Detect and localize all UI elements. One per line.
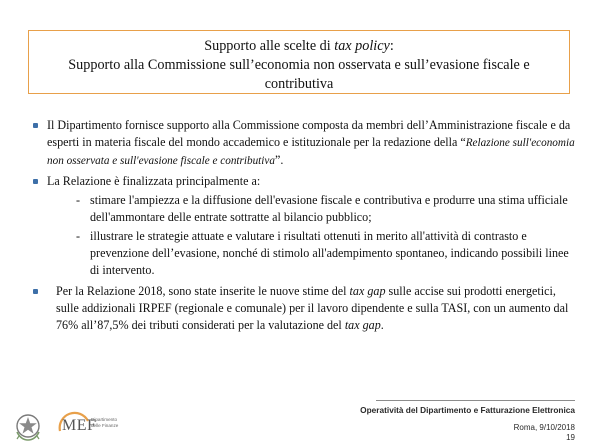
sub-item-2-text: illustrare le strategie attuate e valutare i risultati ottenuti in merito all'attività di contrasto e prevenzione dell’evasione, nonché di stimolo all'adempimento spontaneo, indicando possibili linee di intervento. (90, 229, 569, 277)
page-number: 19 (566, 433, 575, 442)
bullet-1-end: ”. (274, 153, 284, 167)
bullet-3-tax-gap-1: tax gap (349, 284, 386, 298)
slide-title-box (28, 30, 570, 94)
title-line-1-prefix: Supporto alle scelte di (204, 38, 335, 54)
bullet-marker-icon (33, 123, 38, 128)
bullet-3-text-a: Per la Relazione 2018, sono state inserite le nuove stime del (56, 284, 350, 298)
sub-list (47, 192, 575, 279)
bullet-1-text: Il Dipartimento fornisce supporto alla Commissione composta da membri dell’Amministrazione fiscale e da esperti in materia fiscale del mondo accademico e istituzionale per la redazione della “ (47, 118, 571, 149)
bullet-3-text-b: sulle accise sui prodotti energetici, sulle addizionali IRPEF (regionale e comunale) per il lavoro dipendente e sulla TASI, con un aumento dal 76% all’87,5% dei tributi considerati per la valutazione del (56, 284, 569, 332)
sub-item (76, 228, 575, 279)
title-line-1 (29, 37, 569, 56)
footer-divider (376, 400, 575, 401)
bullet-marker-icon (33, 289, 38, 294)
bullet-item (30, 117, 575, 170)
mef-logo-text: MEF (62, 417, 97, 434)
slide-body (30, 117, 575, 337)
footer-title: Operatività del Dipartimento e Fatturazione Elettronica (360, 405, 575, 415)
mef-logo-subtitle: Dipartimento delle Finanze (91, 417, 119, 428)
title-line-1-suffix: : (389, 38, 394, 54)
dash-icon: - (76, 229, 81, 243)
sub-item-1-text: stimare l'ampiezza e la diffusione dell'evasione fiscale e contributiva e produrre una stima ufficiale dell'ammontare delle entrate sottratte al bilancio pubblico; (90, 193, 568, 224)
bullet-3-tax-gap-2: tax gap (344, 318, 381, 332)
italian-republic-emblem-icon (13, 411, 43, 443)
bullet-2-text: La Relazione è finalizzata principalmente a: (47, 174, 261, 188)
bullet-item (30, 173, 575, 279)
bullet-marker-icon (33, 179, 38, 184)
sub-item (76, 192, 575, 226)
bullet-1-report-title: Relazione sull'economia non osservata e sull'evasione fiscale e contributiva (47, 137, 575, 167)
footer-date: Roma, 9/10/2018 (513, 423, 575, 432)
title-line-1-italic: tax policy (334, 38, 390, 54)
bullet-item (30, 283, 575, 334)
title-line-3: contributiva (264, 76, 334, 92)
bullet-3-text-c: . (380, 318, 384, 332)
title-line-2: Supporto alla Commissione sull’economia non osservata e sull’evasione fiscale e (68, 57, 530, 73)
dash-icon: - (76, 193, 81, 207)
